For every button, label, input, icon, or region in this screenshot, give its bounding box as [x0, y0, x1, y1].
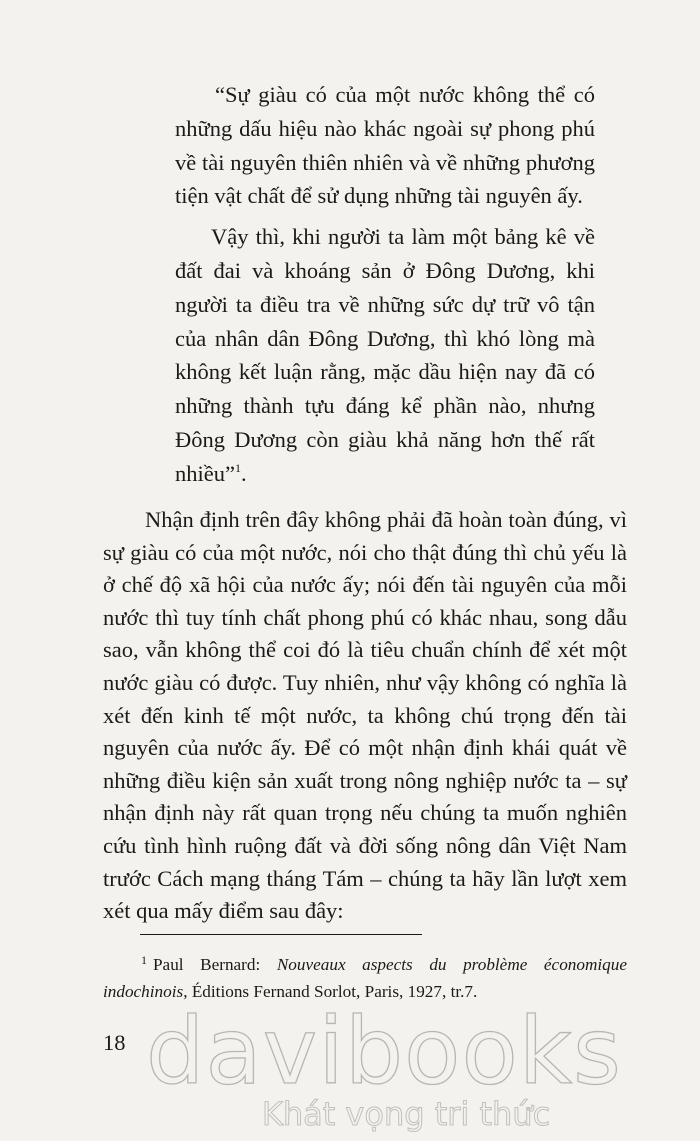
quote-paragraph-2-text: Vậy thì, khi người ta làm một bảng kê về đất đai và khoáng sản ở Đông Dương, khi người ta điều tra về những sức dự trữ vô tận của nhân dân Đông Dương, thì khó lòng mà không kết luận rằng, mặc dầu hiện nay đã có những thành tựu đáng kể phần nào, nhưng Đông Dương còn giàu khả năng hơn thế rất nhiều”: [175, 224, 595, 486]
footnote-divider: [140, 934, 422, 935]
quote-paragraph-1: [175, 78, 595, 213]
footnote-author: Paul Bernard:: [153, 955, 277, 974]
footnote-reference: 1: [234, 460, 241, 475]
footnote-publication: , Éditions Fernand Sorlot, Paris, 1927, tr.7.: [183, 982, 478, 1001]
watermark-logo: davibooks: [146, 998, 622, 1105]
body-paragraph: Nhận định trên đây không phải đã hoàn toàn đúng, vì sự giàu có của một nước, nói cho thật đúng thì chủ yếu là ở chế độ xã hội của nước ấy; nói đến tài nguyên của mỗi nước thì tuy tính chất phong phú có khác nhau, song dẫu sao, vẫn không thể coi đó là tiêu chuẩn chính để xét một nước giàu có được. Tuy nhiên, như vậy không có nghĩa là xét đến kinh tế một nước, ta không chú trọng đến tài nguyên của nước ấy. Để có một nhận định khái quát về những điều kiện sản xuất trong nông nghiệp nước ta – sự nhận định này rất quan trọng nếu chúng ta muốn nghiên cứu tình hình ruộng đất và đời sống nông dân Việt Nam trước Cách mạng tháng Tám – chúng ta hãy lần lượt xem xét qua mấy điểm sau đây:: [103, 507, 627, 924]
quote-paragraph-2: Vậy thì, khi người ta làm một bảng kê về đất đai và khoáng sản ở Đông Dương, khi người ta điều tra về những sức dự trữ vô tận của nhân dân Đông Dương, thì khó lòng mà không kết luận rằng, mặc dầu hiện nay đã có những thành tựu đáng kể phần nào, nhưng Đông Dương còn giàu khả năng hơn thế rất nhiều”$^1$.: [175, 224, 595, 486]
footnote: [103, 947, 627, 1005]
body-text: [103, 504, 627, 928]
watermark-tagline: Khát vọng tri thức: [261, 1095, 551, 1133]
block-quote: [175, 78, 595, 498]
quote-paragraph-1-text: “Sự giàu có của một nước không thể có những dấu hiệu nào khác ngoài sự phong phú về tài nguyên thiên nhiên và về những phương tiện vật chất để sử dụng những tài nguyên ấy.: [175, 82, 595, 209]
page-number: 18: [103, 1030, 126, 1055]
footnote-marker: 1: [141, 953, 147, 967]
footnote-title: Nouveaux aspects du problème économique indochinois: [103, 955, 627, 1001]
